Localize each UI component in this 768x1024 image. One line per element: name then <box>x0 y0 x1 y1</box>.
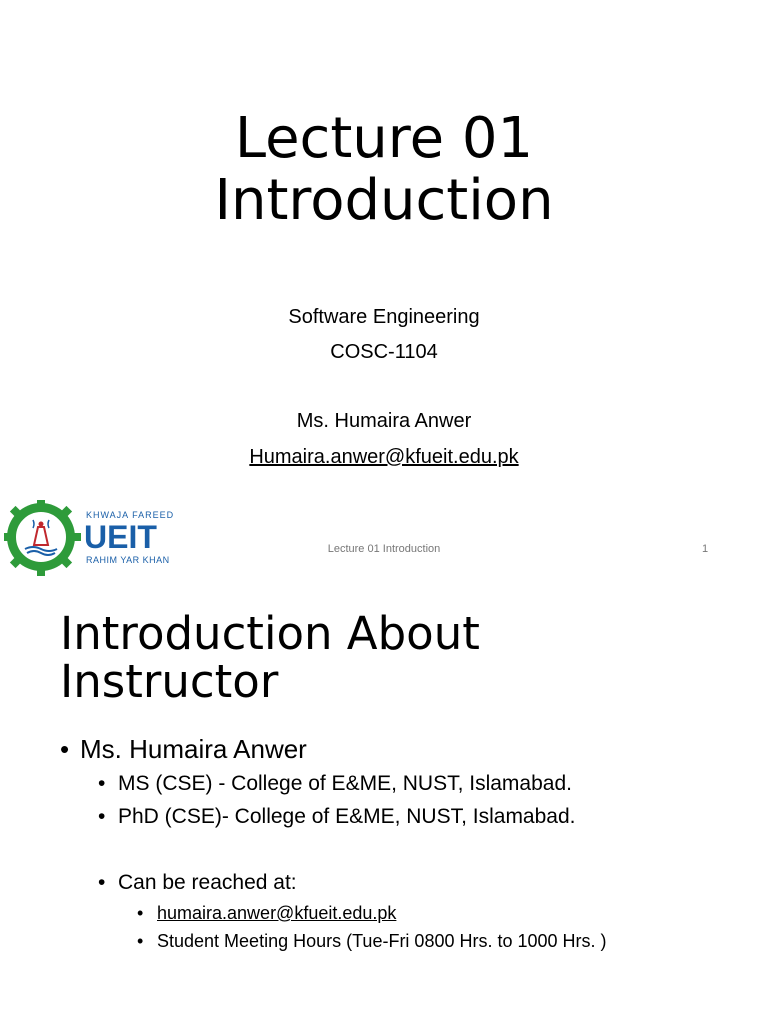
bullet-dot: • <box>98 871 106 894</box>
bullet-instructor <box>60 734 307 765</box>
university-logo <box>4 500 179 576</box>
bullet-dot: • <box>60 734 70 764</box>
bullet-text: Student Meeting Hours (Tue-Fri 0800 Hrs. to 1000 Hrs. ) <box>157 931 607 951</box>
footer-title: Lecture 01 Introduction <box>327 543 441 555</box>
logo-line-2: UEIT <box>84 519 157 555</box>
title-line-2: Instructor <box>60 655 279 708</box>
bullet-phd <box>98 805 576 829</box>
bullet-email <box>137 903 396 924</box>
title-line-1: Introduction About <box>60 607 480 660</box>
instructor-name: Ms. Humaira Anwer <box>296 410 472 432</box>
course-name: Software Engineering <box>288 306 480 328</box>
bullet-dot: • <box>98 772 106 795</box>
email-link[interactable]: humaira.anwer@kfueit.edu.pk <box>157 903 397 923</box>
bullet-dot: • <box>137 931 144 951</box>
title-line-1: Lecture 01 <box>234 106 534 171</box>
bullet-reach <box>98 871 297 895</box>
course-code: COSC-1104 <box>330 341 438 363</box>
page-number: 1 <box>701 543 709 555</box>
logo-line-3: RAHIM YAR KHAN <box>86 555 170 565</box>
bullet-text: Can be reached at: <box>118 871 297 894</box>
bullet-dot: • <box>98 805 106 828</box>
slide-title <box>0 108 768 232</box>
bullet-text: MS (CSE) - College of E&ME, NUST, Islamabad. <box>118 772 572 795</box>
title-line-2: Introduction <box>214 168 554 233</box>
bullet-text: Ms. Humaira Anwer <box>80 734 307 764</box>
bullet-dot: • <box>137 903 144 923</box>
slide-2 <box>0 576 768 1024</box>
instructor-email-link[interactable]: Humaira.anwer@kfueit.edu.pk <box>249 446 519 468</box>
logo-graphic <box>4 500 179 576</box>
logo-line-1: KHWAJA FAREED <box>86 510 175 520</box>
slide-title <box>60 607 720 708</box>
bullet-ms <box>98 772 572 796</box>
bullet-text: PhD (CSE)- College of E&ME, NUST, Islamabad. <box>118 805 576 828</box>
bullet-hours <box>137 931 607 952</box>
